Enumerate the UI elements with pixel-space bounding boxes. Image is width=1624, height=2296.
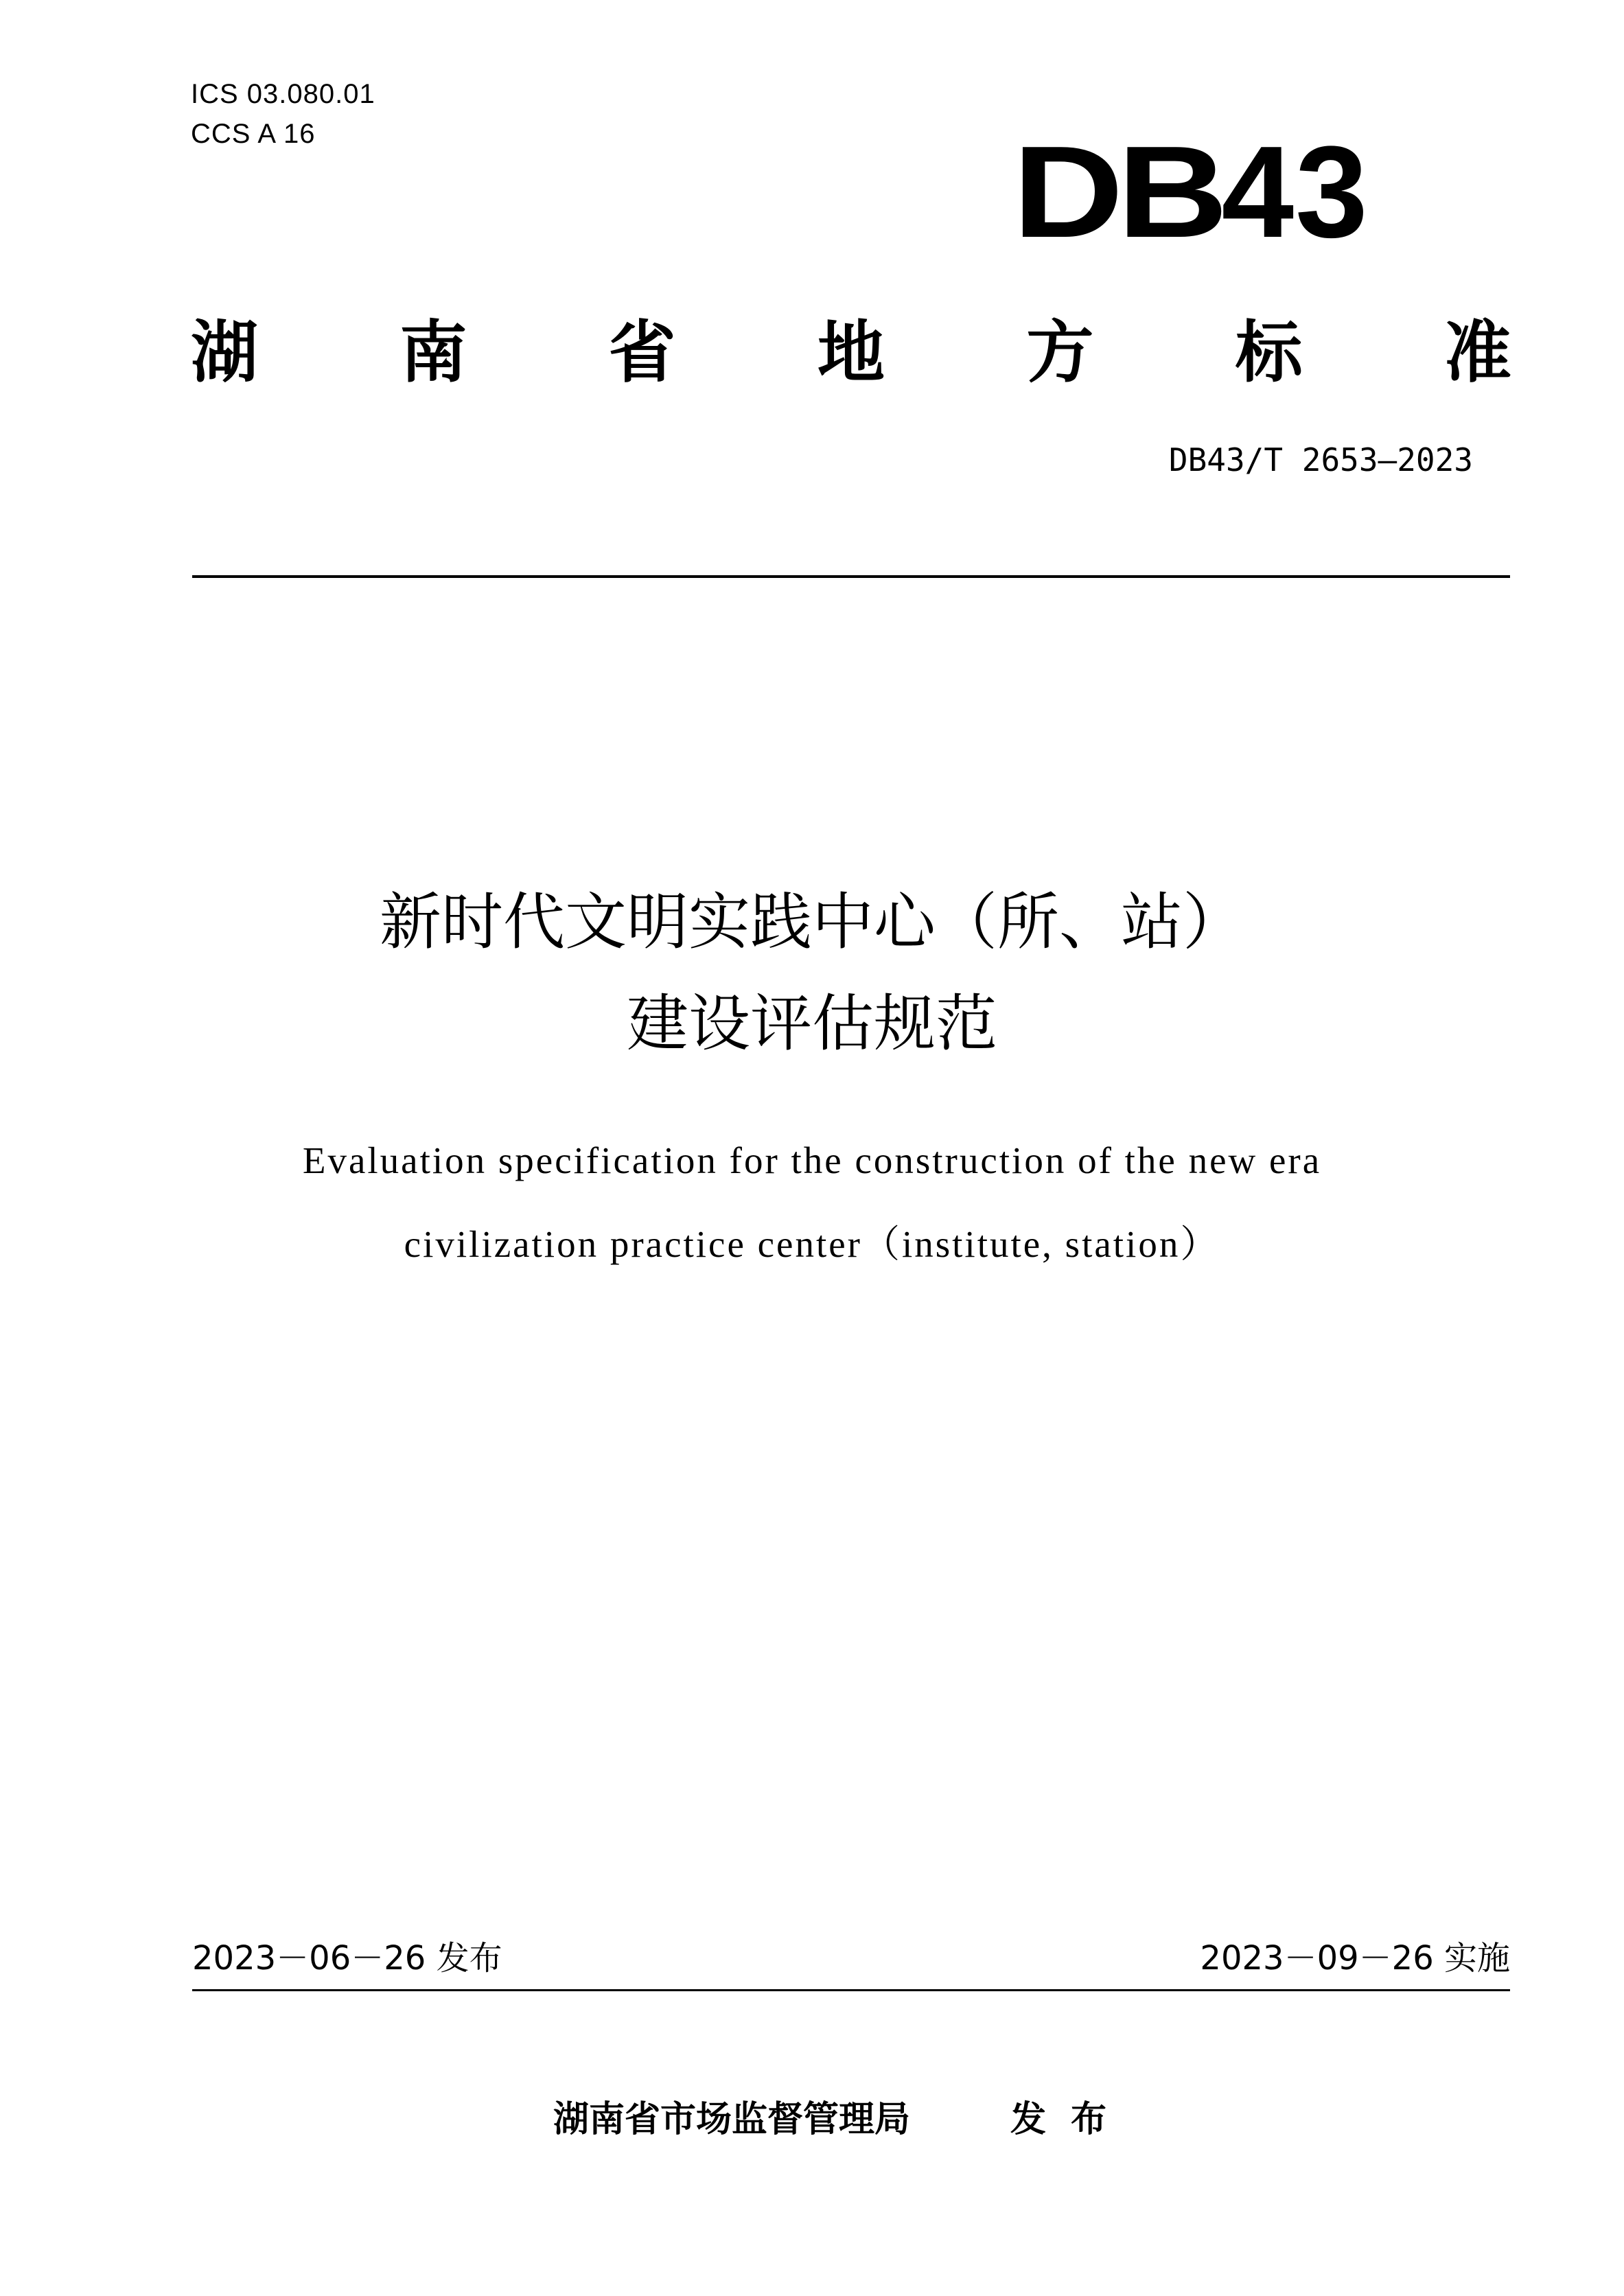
logo-prefix: DB (1012, 119, 1222, 265)
standard-type-heading (191, 302, 1511, 391)
english-title-line-2: civilization practice center（institute, station） (404, 1223, 1220, 1265)
issuing-authority: 湖南省市场监督管理局 (553, 2099, 911, 2140)
logo-number: 43 (1221, 119, 1369, 265)
chinese-title-line-2: 建设评估规范 (627, 988, 997, 1060)
ics-code: ICS 03.080.01 (191, 79, 375, 109)
implementation-date: 2023－09－26 实施 (1200, 1939, 1510, 1978)
english-title (0, 1119, 1624, 1286)
standard-type-char: 方 (1026, 313, 1094, 392)
standard-type-char: 准 (1443, 313, 1511, 392)
publish-label: 发布 (1010, 2099, 1132, 2140)
publish-date: 2023－06－26 发布 (192, 1939, 502, 1978)
ccs-code: CCS A 16 (191, 119, 316, 149)
db-logo (1012, 119, 1369, 265)
standard-type-char: 湖 (191, 313, 259, 392)
chinese-title-line-1: 新时代文明实践中心（所、站） (380, 886, 1244, 958)
top-divider (192, 575, 1510, 578)
bottom-divider (192, 1989, 1510, 1991)
standard-type-char: 标 (1235, 313, 1303, 392)
standard-type-char: 省 (608, 313, 676, 392)
classification-codes (191, 74, 375, 154)
standard-code: DB43/T 2653—2023 (1168, 441, 1473, 478)
english-title-line-1: Evaluation specification for the construction of the new era (302, 1139, 1322, 1181)
standard-type-char: 南 (399, 313, 467, 392)
chinese-title (0, 872, 1624, 1075)
standard-type-char: 地 (817, 313, 885, 392)
